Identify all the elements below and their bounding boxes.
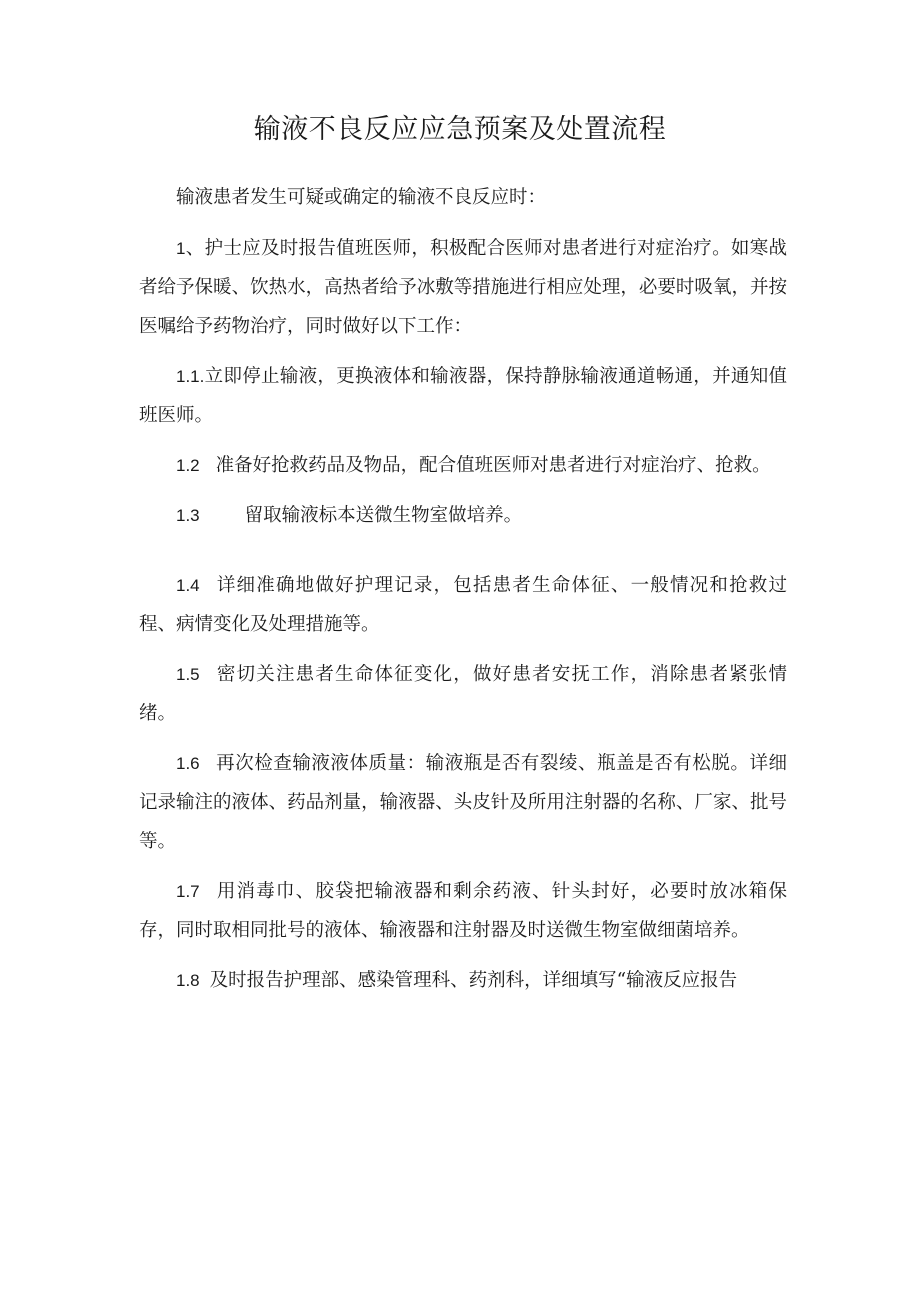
item-1-6-paragraph	[139, 744, 787, 861]
item-1-1-number: 1.1.	[176, 367, 205, 386]
item-1-8-text: 及时报告护理部、感染管理科、药剂科，详细填写“输液反应报告	[209, 970, 738, 991]
item-1-2-paragraph	[139, 446, 787, 485]
item-1-1-text: 立即停止输液，更换液体和输液器，保持静脉输液通道畅通，并通知值班医师。	[139, 366, 787, 426]
item-1-2-number: 1.2	[176, 456, 200, 475]
item-1-3-number: 1.3	[176, 506, 200, 525]
document-title: 输液不良反应应急预案及处置流程	[253, 114, 667, 145]
item-1-7-text: 用消毒巾、胶袋把输液器和剩余药液、针头封好，必要时放冰箱保存，同时取相同批号的液体、输液器和注射器及时送微生物室做细菌培养。	[139, 881, 787, 941]
item-1-2-text: 准备好抢救药品及物品，配合值班医师对患者进行对症治疗、抢救。	[215, 455, 771, 476]
item-1-8-number: 1.8	[176, 971, 200, 990]
item-1-7-paragraph	[139, 872, 787, 950]
item-1-6-text: 再次检查输液液体质量：输液瓶是否有裂绫、瓶盖是否有松脱。详细记录输注的液体、药品剂量，输液器、头皮针及所用注射器的名称、厂家、批号等。	[139, 753, 787, 852]
item-1-5-paragraph	[139, 655, 787, 733]
item-1-1-paragraph	[139, 357, 787, 435]
item-1-text: 、护士应及时报告值班医师，积极配合医师对患者进行对症治疗。如寒战者给予保暖、饮热水，高热者给予冰敷等措施进行相应处理，必要时吸氧，并按医嘱给予药物治疗，同时做好以下工作：	[139, 238, 787, 337]
item-1-8-paragraph	[139, 961, 787, 1000]
item-1-6-number: 1.6	[176, 754, 200, 773]
item-1-3-paragraph	[139, 496, 787, 535]
item-1-7-number: 1.7	[176, 882, 200, 901]
item-1-number: 1	[176, 239, 186, 258]
document-body	[139, 178, 787, 1000]
item-1-4-paragraph	[139, 566, 787, 644]
item-1-4-text: 详细准确地做好护理记录，包括患者生命体征、一般情况和抢救过程、病情变化及处理措施等。	[139, 575, 787, 635]
item-1-paragraph	[139, 229, 787, 346]
item-1-3-text: 留取输液标本送微生物室做培养。	[244, 505, 523, 526]
item-1-4-number: 1.4	[176, 576, 200, 595]
item-1-5-number: 1.5	[176, 665, 200, 684]
intro-paragraph: 输液患者发生可疑或确定的输液不良反应时：	[176, 187, 547, 208]
item-1-5-text: 密切关注患者生命体征变化，做好患者安抚工作，消除患者紧张情绪。	[139, 664, 787, 724]
